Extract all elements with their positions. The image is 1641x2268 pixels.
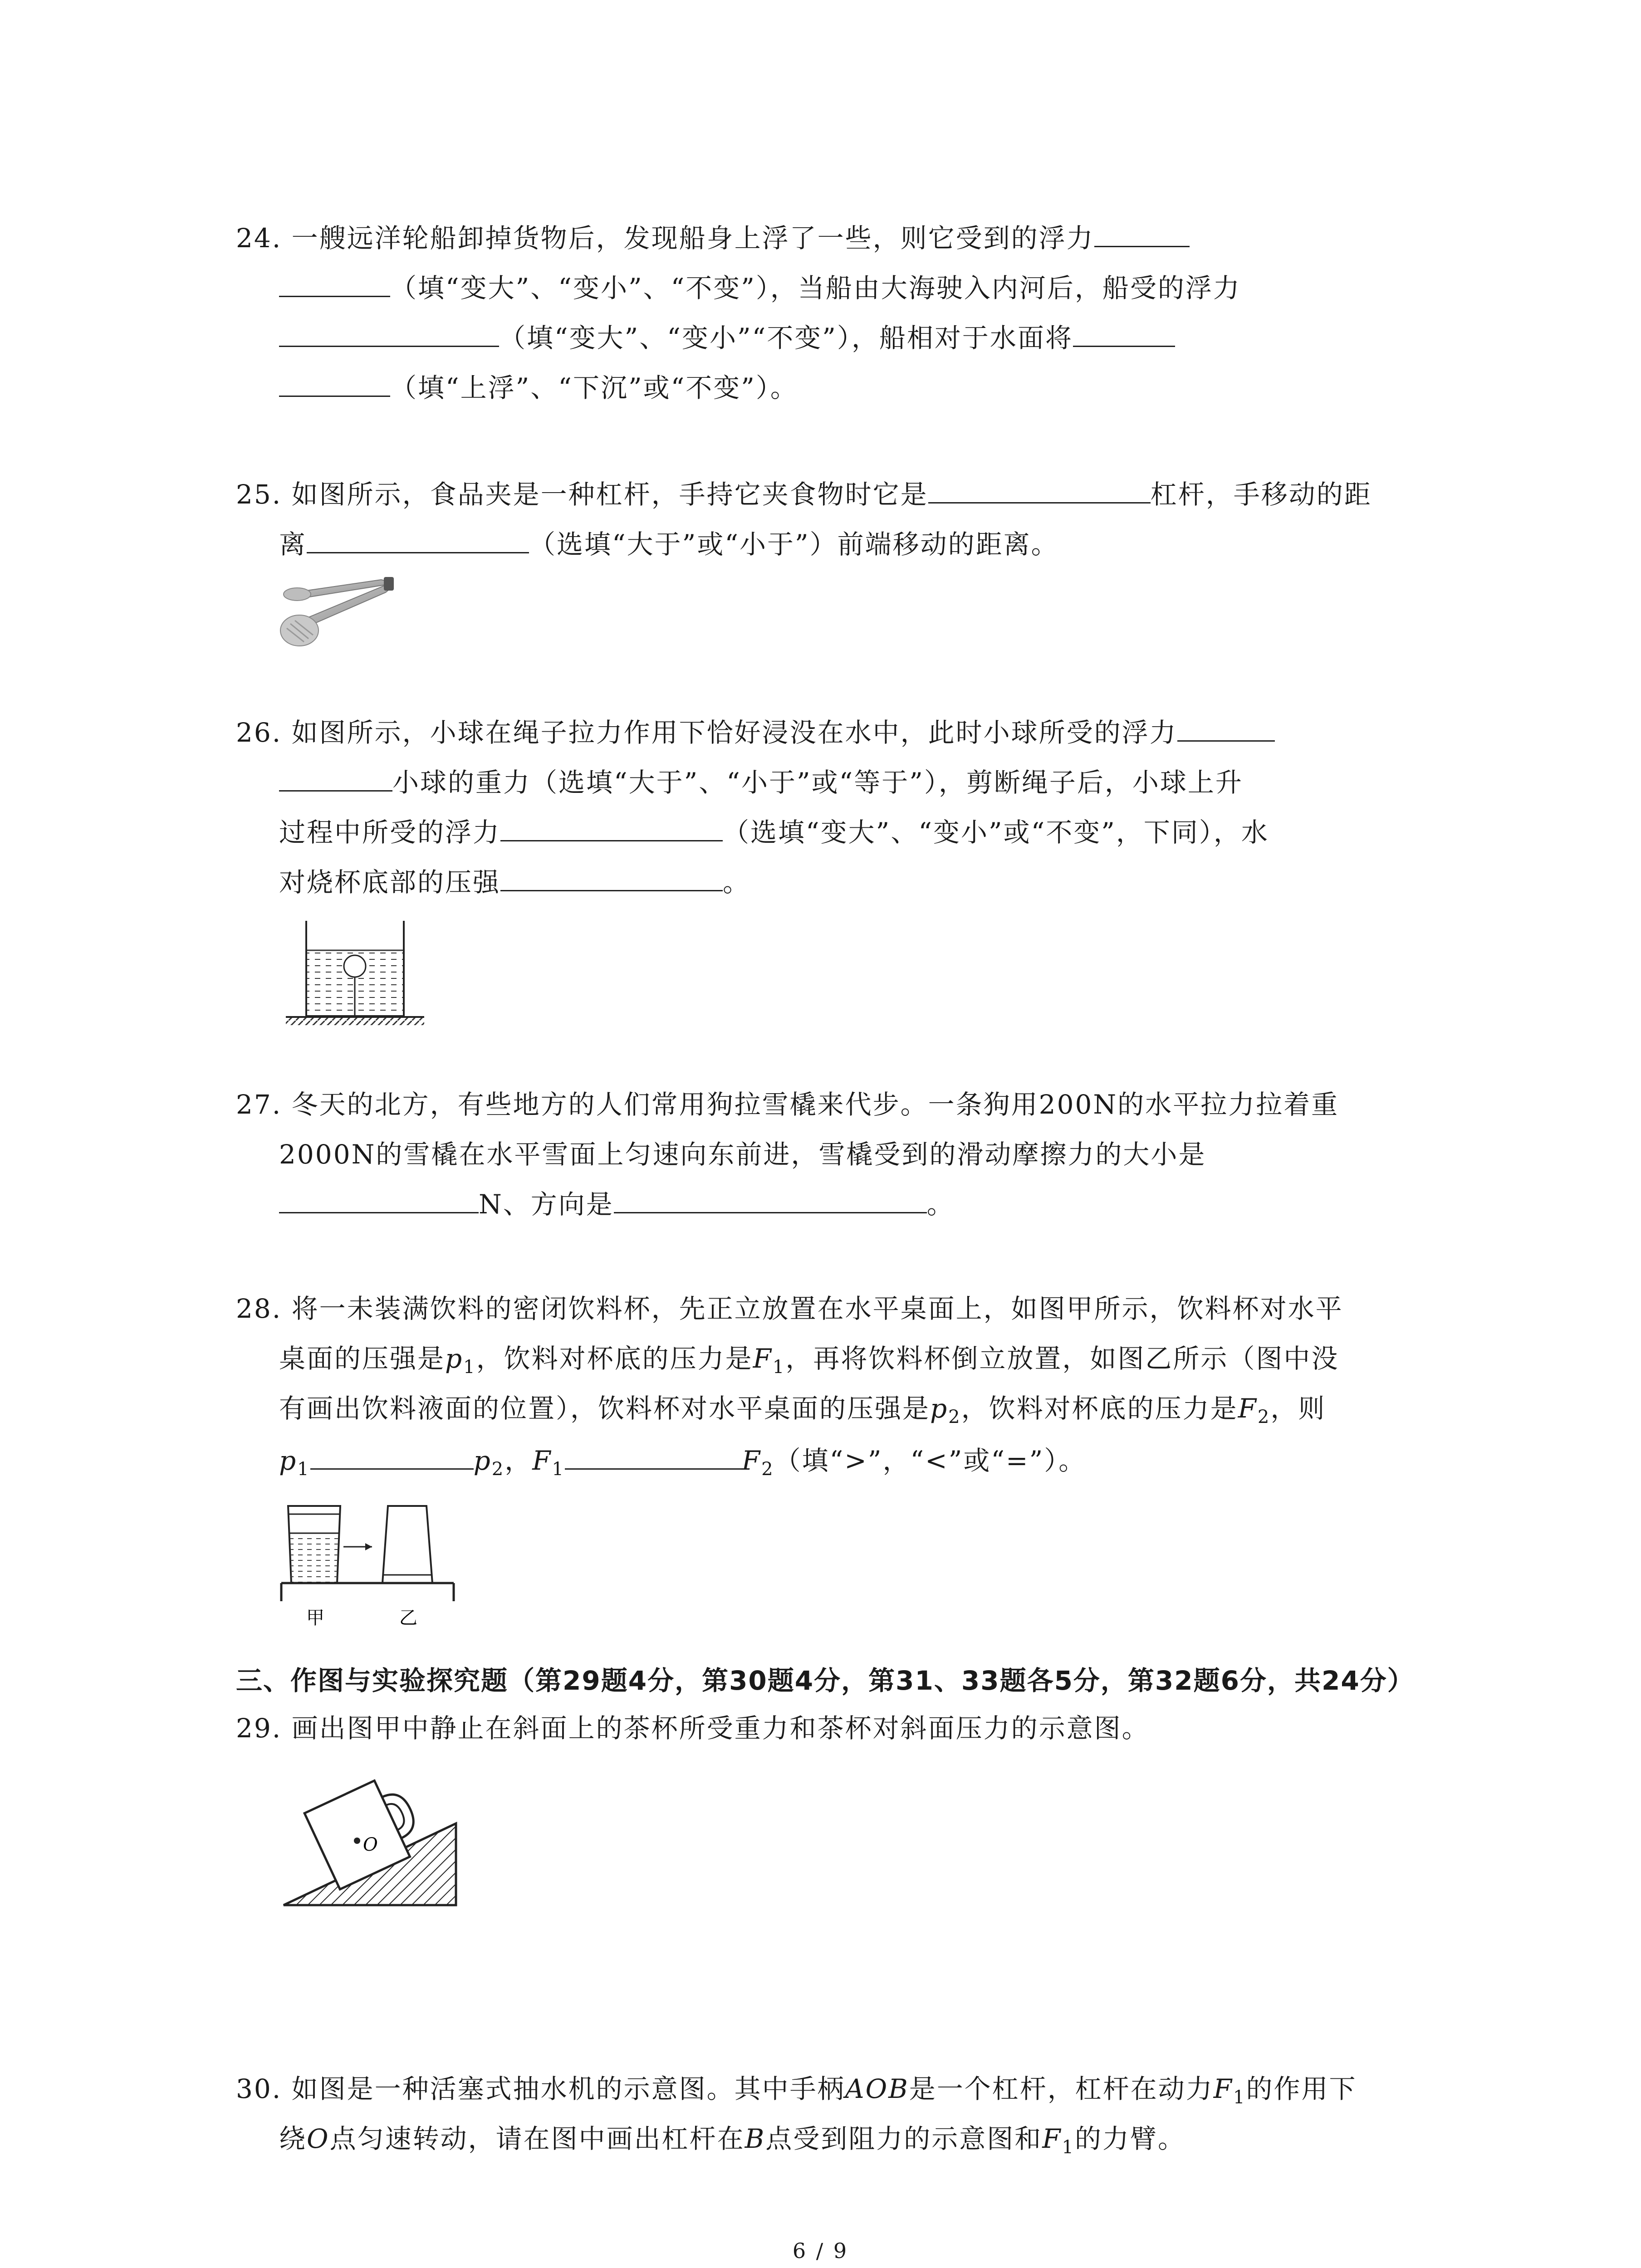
q29-line1 bbox=[236, 1710, 1150, 1746]
cups-figure bbox=[279, 1492, 460, 1628]
section3-title: 三、作图与实验探究题（第29题4分，第30题4分，第31、33题各5分，第32题6分，共24分） bbox=[236, 1665, 1415, 1696]
figure-label-jia: 甲 bbox=[306, 1608, 324, 1628]
answer-blank[interactable] bbox=[500, 867, 723, 891]
q26-text-2: 小球的重力（选填“大于”、“小于”或“等于”），剪断绳子后，小球上升 bbox=[392, 767, 1243, 798]
q25-text-2b: （选填“大于”或“小于”）前端移动的距离。 bbox=[529, 529, 1059, 560]
q27-text-1: 27. 冬天的北方，有些地方的人们常用狗拉雪橇来代步。一条狗用200N的水平拉力拉着重 bbox=[236, 1089, 1339, 1120]
food-tongs-figure bbox=[277, 572, 399, 653]
q30-line1 bbox=[236, 2071, 1357, 2116]
sub-2: 2 bbox=[1257, 1407, 1271, 1427]
var-p: p bbox=[445, 1343, 464, 1374]
q28-text-3a: 有画出饮料液面的位置），饮料杯对水平桌面的压强是 bbox=[279, 1393, 931, 1424]
sub-2: 2 bbox=[491, 1459, 505, 1480]
q30-text-2f: 的力臂。 bbox=[1074, 2123, 1185, 2154]
q27-text-3a: N、方向是 bbox=[479, 1189, 614, 1220]
var-p: p bbox=[473, 1445, 492, 1476]
q25-line2 bbox=[279, 526, 1059, 562]
q25-line1 bbox=[236, 476, 1372, 513]
q26-text-3b: （选填“变大”、“变小”或“不变”，下同），水 bbox=[723, 817, 1269, 848]
point-o-label: O bbox=[363, 1834, 378, 1855]
q28-text-2c: ，再将饮料杯倒立放置，如图乙所示（图中没 bbox=[785, 1343, 1339, 1374]
q26-text-1: 26. 如图所示，小球在绳子拉力作用下恰好浸没在水中，此时小球所受的浮力 bbox=[236, 717, 1177, 748]
sub-1: 1 bbox=[463, 1357, 476, 1378]
q26-line3 bbox=[279, 814, 1269, 850]
var-F: F bbox=[532, 1445, 552, 1476]
q27-line3 bbox=[279, 1186, 955, 1222]
q28-line3 bbox=[279, 1390, 1326, 1435]
answer-blank[interactable] bbox=[279, 273, 390, 297]
q25-text-1b: 杠杆，手移动的距 bbox=[1150, 479, 1372, 510]
var-F: F bbox=[753, 1343, 773, 1374]
q27-line2 bbox=[279, 1136, 1206, 1173]
q28-text-3c: ，则 bbox=[1270, 1393, 1326, 1424]
var-p: p bbox=[930, 1393, 949, 1424]
answer-blank[interactable] bbox=[1094, 223, 1190, 247]
q28-text-4tail: （填“>”，“<”或“=”）。 bbox=[774, 1445, 1087, 1476]
q30-text-1a: 30. 如图是一种活塞式抽水机的示意图。其中手柄 bbox=[236, 2073, 845, 2104]
q28-line1 bbox=[236, 1290, 1343, 1327]
var-F: F bbox=[1042, 2123, 1062, 2154]
answer-blank[interactable] bbox=[1177, 718, 1275, 742]
q28-text-2b: ，饮料对杯底的压力是 bbox=[476, 1343, 753, 1374]
sub-1: 1 bbox=[772, 1357, 786, 1378]
q27-text-2: 2000N的雪橇在水平雪面上匀速向东前进，雪橇受到的滑动摩擦力的大小是 bbox=[279, 1139, 1206, 1170]
answer-blank[interactable] bbox=[279, 1189, 479, 1213]
q30-text-1c: 是一个杠杆，杠杆在动力 bbox=[909, 2073, 1214, 2104]
var-F: F bbox=[1238, 1393, 1258, 1424]
q26-text-4b: 。 bbox=[723, 867, 751, 898]
q24-line2 bbox=[279, 270, 1241, 306]
section-heading bbox=[236, 1662, 1415, 1699]
var-b: B bbox=[745, 2123, 766, 2154]
q24-text-1: 24. 一艘远洋轮船卸掉货物后，发现船身上浮了一些，则它受到的浮力 bbox=[236, 223, 1094, 254]
var-p: p bbox=[279, 1445, 298, 1476]
q25-text-2a: 离 bbox=[279, 529, 307, 560]
answer-blank[interactable] bbox=[928, 479, 1151, 503]
answer-blank[interactable] bbox=[565, 1446, 742, 1470]
var-F: F bbox=[741, 1445, 762, 1476]
q30-text-1d: 的作用下 bbox=[1246, 2073, 1357, 2104]
q28-text-1: 28. 将一未装满饮料的密闭饮料杯，先正立放置在水平桌面上，如图甲所示，饮料杯对水平 bbox=[236, 1293, 1343, 1324]
q28-line4: $p_1$ $p_2$，$F_1$ $F_2$（填“>”，“<”或“=”）。 bbox=[279, 1445, 1087, 1480]
page-number: 6 / 9 bbox=[792, 2239, 849, 2263]
q24-line1 bbox=[236, 220, 1190, 256]
answer-blank[interactable] bbox=[614, 1189, 927, 1213]
q26-text-3a: 过程中所受的浮力 bbox=[279, 817, 501, 848]
q29-text-1: 29. 画出图甲中静止在斜面上的茶杯所受重力和茶杯对斜面压力的示意图。 bbox=[236, 1713, 1150, 1744]
answer-blank[interactable] bbox=[310, 1446, 474, 1470]
var-aob: AOB bbox=[845, 2073, 909, 2104]
q28-text-2a: 桌面的压强是 bbox=[279, 1343, 446, 1374]
q28-text-3b: ，饮料对杯底的压力是 bbox=[961, 1393, 1238, 1424]
q25-text-1a: 25. 如图所示，食品夹是一种杠杆，手持它夹食物时它是 bbox=[236, 479, 928, 510]
answer-blank[interactable] bbox=[279, 373, 390, 397]
q24-text-4: （填“上浮”、“下沉”或“不变”）。 bbox=[390, 372, 798, 403]
q30-line2 bbox=[279, 2121, 1185, 2165]
sub-1: 1 bbox=[297, 1459, 310, 1480]
sub-1: 1 bbox=[1233, 2087, 1246, 2108]
q24-line4 bbox=[279, 370, 798, 406]
answer-blank[interactable] bbox=[279, 767, 392, 792]
q26-line2 bbox=[279, 764, 1243, 801]
answer-blank[interactable] bbox=[500, 817, 723, 841]
sub-2: 2 bbox=[761, 1459, 774, 1480]
var-o: O bbox=[307, 2123, 330, 2154]
cup-on-incline-figure bbox=[279, 1760, 470, 1914]
figure-label-yi: 乙 bbox=[399, 1608, 417, 1628]
var-F: F bbox=[1213, 2073, 1234, 2104]
ball-in-water-figure bbox=[281, 912, 431, 1030]
q26-text-4a: 对烧杯底部的压强 bbox=[279, 867, 501, 898]
q24-text-3: （填“变大”、“变小”“不变”），船相对于水面将 bbox=[499, 323, 1073, 353]
answer-blank[interactable] bbox=[1073, 323, 1175, 347]
sub-1: 1 bbox=[552, 1459, 565, 1480]
q26-line1 bbox=[236, 714, 1275, 751]
q30-text-2c: 点匀速转动，请在图中画出杠杆在 bbox=[329, 2123, 745, 2154]
q26-line4 bbox=[279, 864, 750, 900]
q24-line3 bbox=[279, 320, 1175, 356]
answer-blank[interactable] bbox=[279, 323, 499, 347]
q30-text-2a: 绕 bbox=[279, 2123, 307, 2154]
answer-blank[interactable] bbox=[307, 529, 529, 553]
q24-text-2: （填“变大”、“变小”、“不变”），当船由大海驶入内河后，船受的浮力 bbox=[390, 273, 1241, 303]
sub-1: 1 bbox=[1062, 2137, 1075, 2158]
q27-text-3b: 。 bbox=[926, 1189, 955, 1220]
q30-text-2e: 点受到阻力的示意图和 bbox=[765, 2123, 1043, 2154]
q28-line2 bbox=[279, 1340, 1339, 1385]
q27-line1 bbox=[236, 1086, 1339, 1123]
sub-2: 2 bbox=[948, 1407, 961, 1427]
